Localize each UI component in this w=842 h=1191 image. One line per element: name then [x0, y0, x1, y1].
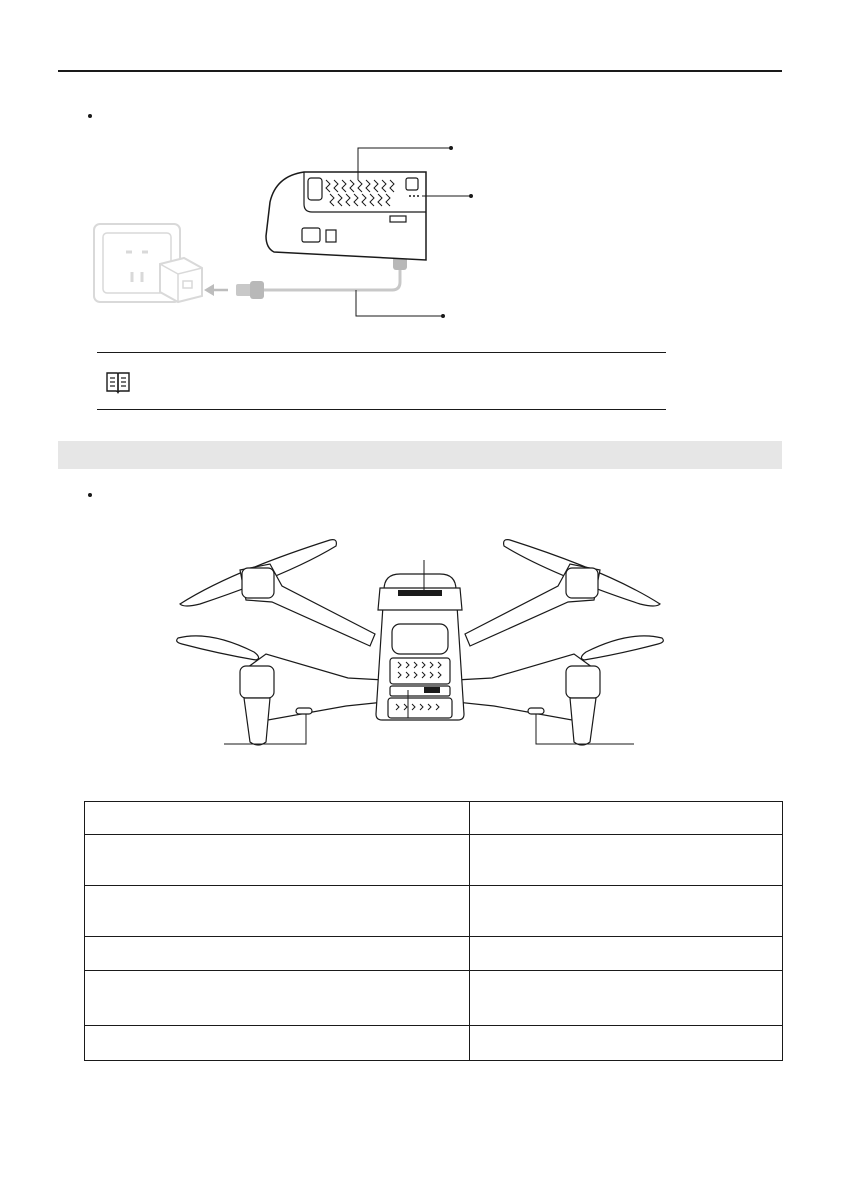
section-band: [58, 441, 782, 469]
motor-rear-left: [242, 568, 274, 598]
leg-front-left: [244, 698, 270, 745]
table-row: [85, 971, 783, 1026]
table-row: [85, 802, 783, 835]
section-bullet: [88, 493, 92, 497]
motor-front-left: [240, 666, 274, 698]
drone-illustration: [170, 530, 670, 752]
table-row: [85, 835, 783, 886]
table-cell: [85, 802, 470, 835]
indicator-table: [84, 801, 783, 1061]
header-rule: [58, 70, 782, 72]
manual-book-icon: [105, 369, 131, 395]
motor-rear-right: [566, 568, 598, 598]
table-cell: [470, 802, 783, 835]
table-row: [85, 886, 783, 937]
usb-adapter: [160, 258, 202, 302]
propeller-front-left: [177, 636, 259, 660]
table-row: [85, 937, 783, 971]
table-cell: [85, 835, 470, 886]
note-rule-bottom: [97, 409, 666, 410]
table-cell: [470, 937, 783, 971]
leg-front-right: [570, 698, 596, 745]
table-cell: [470, 1026, 783, 1061]
table-cell: [85, 937, 470, 971]
note-rule-top: [97, 352, 666, 353]
battery-pack: [266, 172, 426, 260]
table-cell: [470, 835, 783, 886]
charging-bullet: [88, 114, 92, 118]
motor-front-right: [566, 666, 600, 698]
table-cell: [85, 1026, 470, 1061]
table-cell: [470, 886, 783, 937]
arrow-left: [204, 284, 228, 296]
table-row: [85, 1026, 783, 1061]
table-cell: [85, 886, 470, 937]
charging-illustration: [90, 140, 490, 325]
table-cell: [85, 971, 470, 1026]
propeller-front-right: [581, 636, 663, 660]
table-cell: [470, 971, 783, 1026]
page-header: [58, 40, 782, 70]
